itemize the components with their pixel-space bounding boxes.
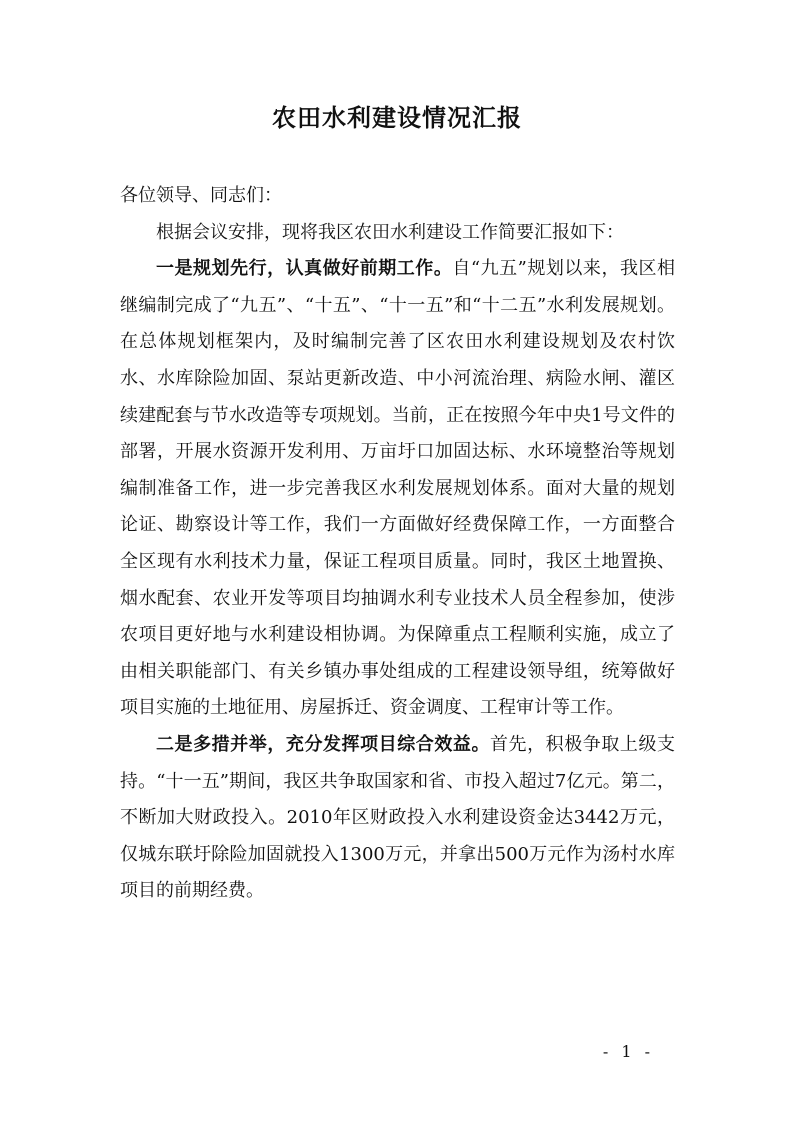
page-number: - 1 - <box>602 1042 654 1061</box>
document-title: 农田水利建设情况汇报 <box>272 103 522 132</box>
paragraph-measures-heading: 二是多措并举，充分发挥项目综合效益。 <box>156 733 490 755</box>
paragraph-planning-text: 自“九五”规划以来，我区相继编制完成了“九五”、“十五”、“十一五”和“十二五”水利发展规划。在总体规划框架内，及时编制完善了区农田水利建设规划及农村饮水、水库除险加固、泵站更新改造、中小河流治理、病险水闸、灌区续建配套与节水改造等专项规划。当前，正在按照今年中央1号文件的部署，开展水资源开发利用、万亩圩口加固达标、水环境整治等规划编制准备工作，进一步完善我区水利发展规划体系。面对大量的规划论证、勘察设计等工作，我们一方面做好经费保障工作，一方面整合全区现有水利技术力量，保证工程项目质量。同时，我区土地置换、烟水配套、农业开发等项目均抽调水利专业技术人员全程参加，使涉农项目更好地与水利建设相协调。为保障重点工程顺利实施，成立了由相关职能部门、有关乡镇办事处组成的工程建设领导组，统筹做好项目实施的土地征用、房屋拆迁、资金调度、工程审计等工作。 <box>120 258 676 719</box>
document-body <box>120 178 675 910</box>
salutation: 各位领导、同志们： <box>120 185 282 206</box>
paragraph-intro <box>120 215 675 252</box>
paragraph-measures <box>120 727 675 910</box>
paragraph-planning-heading: 一是规划先行，认真做好前期工作。 <box>156 258 453 280</box>
paragraph-measures-text: 首先，积极争取上级支持。“十一五”期间，我区共争取国家和省、市投入超过7亿元。第二，不断加大财政投入。2010年区财政投入水利建设资金达3442万元，仅城东联圩除险加固就投入1300万元，并拿出500万元作为汤村水库项目的前期经费。 <box>120 733 675 902</box>
paragraph-planning <box>120 251 675 727</box>
paragraph-intro-text: 根据会议安排，现将我区农田水利建设工作简要汇报如下： <box>156 221 624 243</box>
